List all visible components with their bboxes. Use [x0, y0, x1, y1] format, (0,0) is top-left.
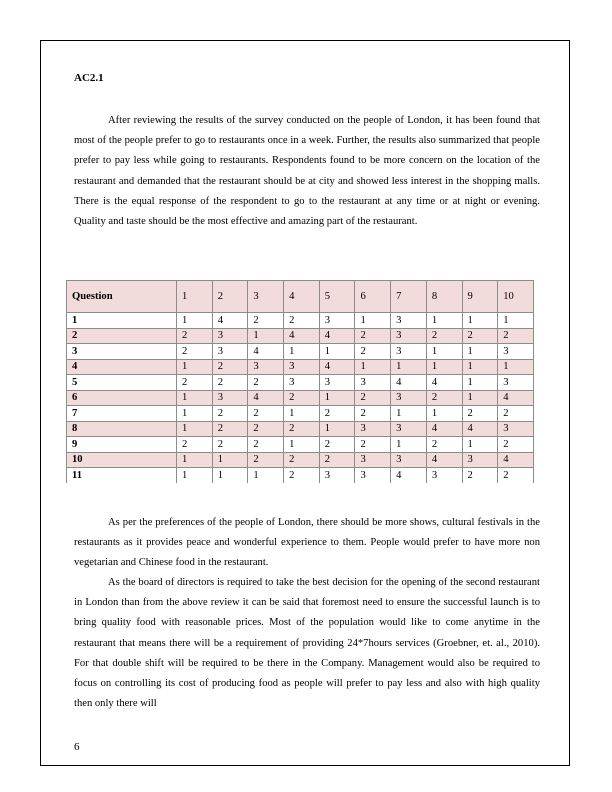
- response-cell: 1: [426, 406, 462, 422]
- table-row: [67, 359, 534, 375]
- response-cell: 1: [177, 359, 213, 375]
- question-number-cell: 11: [67, 468, 177, 483]
- response-cell: 2: [284, 313, 320, 329]
- response-cell: 1: [355, 359, 391, 375]
- response-cell: 2: [319, 406, 355, 422]
- response-cell: 2: [498, 468, 534, 483]
- response-cell: 1: [391, 359, 427, 375]
- question-number-cell: 5: [67, 375, 177, 391]
- response-cell: 2: [177, 344, 213, 360]
- response-cell: 1: [319, 344, 355, 360]
- response-cell: 3: [391, 313, 427, 329]
- response-cell: 2: [426, 390, 462, 406]
- table-row: [67, 468, 534, 483]
- response-cell: 2: [498, 328, 534, 344]
- response-cell: 2: [462, 328, 498, 344]
- table-row: [67, 344, 534, 360]
- response-cell: 1: [462, 313, 498, 329]
- response-cell: 3: [391, 328, 427, 344]
- response-cell: 3: [426, 468, 462, 483]
- response-cell: 3: [355, 452, 391, 468]
- header-question: Question: [67, 281, 177, 313]
- response-cell: 1: [462, 375, 498, 391]
- question-number-cell: 1: [67, 313, 177, 329]
- page-number: 6: [74, 741, 80, 753]
- response-cell: 4: [248, 390, 284, 406]
- table-row: [67, 421, 534, 437]
- response-cell: 2: [498, 406, 534, 422]
- header-col: 2: [212, 281, 248, 313]
- response-cell: 4: [498, 452, 534, 468]
- response-cell: 3: [498, 421, 534, 437]
- response-cell: 3: [319, 468, 355, 483]
- preferences-paragraph: As per the preferences of the people of London, there should be more shows, cultural festivals in the restaurants as it provides peace and wonderful experience to them. People would prefer to have more non vegetarian and Chinese food in the restaurant.: [74, 517, 540, 569]
- response-cell: 2: [212, 359, 248, 375]
- response-cell: 1: [426, 313, 462, 329]
- header-col: 9: [462, 281, 498, 313]
- table-header-row: [67, 281, 534, 313]
- response-cell: 1: [177, 468, 213, 483]
- table-row: [67, 406, 534, 422]
- question-number-cell: 4: [67, 359, 177, 375]
- question-number-cell: 6: [67, 390, 177, 406]
- response-cell: 4: [319, 359, 355, 375]
- response-cell: 1: [391, 437, 427, 453]
- header-col: 1: [177, 281, 213, 313]
- response-cell: 4: [498, 390, 534, 406]
- response-cell: 3: [391, 421, 427, 437]
- header-col: 6: [355, 281, 391, 313]
- response-cell: 3: [462, 452, 498, 468]
- header-col: 4: [284, 281, 320, 313]
- response-cell: 2: [212, 406, 248, 422]
- response-cell: 2: [498, 437, 534, 453]
- response-cell: 4: [284, 328, 320, 344]
- response-cell: 4: [426, 452, 462, 468]
- response-cell: 4: [462, 421, 498, 437]
- response-cell: 2: [248, 313, 284, 329]
- response-cell: 2: [212, 421, 248, 437]
- table-row: [67, 390, 534, 406]
- response-cell: 3: [391, 390, 427, 406]
- survey-table: [66, 280, 534, 483]
- section-heading: AC2.1: [74, 72, 104, 84]
- response-cell: 1: [177, 421, 213, 437]
- response-cell: 1: [177, 313, 213, 329]
- response-cell: 3: [319, 313, 355, 329]
- response-cell: 4: [319, 328, 355, 344]
- header-col: 5: [319, 281, 355, 313]
- response-cell: 2: [248, 421, 284, 437]
- response-cell: 1: [212, 468, 248, 483]
- response-cell: 2: [284, 468, 320, 483]
- response-cell: 3: [498, 344, 534, 360]
- question-number-cell: 2: [67, 328, 177, 344]
- response-cell: 2: [284, 421, 320, 437]
- response-cell: 2: [319, 452, 355, 468]
- response-cell: 1: [177, 452, 213, 468]
- response-cell: 2: [355, 344, 391, 360]
- response-cell: 2: [177, 437, 213, 453]
- response-cell: 1: [462, 359, 498, 375]
- response-cell: 4: [212, 313, 248, 329]
- response-cell: 2: [355, 328, 391, 344]
- response-cell: 1: [498, 359, 534, 375]
- table-row: [67, 375, 534, 391]
- header-col: 3: [248, 281, 284, 313]
- header-col: 10: [498, 281, 534, 313]
- response-cell: 1: [391, 406, 427, 422]
- question-number-cell: 3: [67, 344, 177, 360]
- question-number-cell: 8: [67, 421, 177, 437]
- response-cell: 2: [426, 328, 462, 344]
- response-cell: 2: [284, 390, 320, 406]
- question-number-cell: 10: [67, 452, 177, 468]
- question-number-cell: 7: [67, 406, 177, 422]
- response-cell: 2: [319, 437, 355, 453]
- response-cell: 3: [284, 375, 320, 391]
- response-cell: 3: [391, 344, 427, 360]
- response-cell: 3: [498, 375, 534, 391]
- response-cell: 3: [212, 344, 248, 360]
- response-cell: 2: [355, 406, 391, 422]
- response-cell: 1: [284, 437, 320, 453]
- response-cell: 1: [319, 390, 355, 406]
- response-cell: 2: [212, 437, 248, 453]
- response-cell: 2: [355, 437, 391, 453]
- response-cell: 3: [248, 359, 284, 375]
- board-decision-paragraph: As the board of directors is required to take the best decision for the opening of the second restaurant in London than from the above review it can be said that foremost need to ensure the successful launch is to bring quality food with reasonable prices. Most of the population would like to come anytime in the restaurant that means there will be a requirement of providing 24*7hours services (Groebner, et. al., 2010). For that double shift will be required to be there in the Company. Management would also be required to focus on controlling its cost of producing food as people will prefer to pay less and also with high quality then only there will: [74, 577, 540, 710]
- table-row: [67, 328, 534, 344]
- response-cell: 2: [248, 437, 284, 453]
- response-cell: 2: [248, 375, 284, 391]
- response-cell: 1: [355, 313, 391, 329]
- response-cell: 3: [355, 468, 391, 483]
- header-col: 7: [391, 281, 427, 313]
- response-cell: 2: [248, 452, 284, 468]
- response-cell: 1: [212, 452, 248, 468]
- response-cell: 1: [284, 344, 320, 360]
- response-cell: 1: [284, 406, 320, 422]
- response-cell: 3: [355, 375, 391, 391]
- response-cell: 1: [426, 359, 462, 375]
- response-cell: 1: [462, 437, 498, 453]
- response-cell: 2: [212, 375, 248, 391]
- response-cell: 2: [355, 390, 391, 406]
- response-cell: 2: [177, 328, 213, 344]
- response-cell: 3: [212, 390, 248, 406]
- response-cell: 1: [426, 344, 462, 360]
- response-cell: 2: [462, 406, 498, 422]
- response-cell: 3: [319, 375, 355, 391]
- response-cell: 1: [462, 344, 498, 360]
- table-body: [67, 313, 534, 483]
- response-cell: 1: [177, 406, 213, 422]
- table-row: [67, 313, 534, 329]
- response-cell: 2: [426, 437, 462, 453]
- response-cell: 1: [248, 468, 284, 483]
- response-cell: 3: [355, 421, 391, 437]
- response-cell: 4: [248, 344, 284, 360]
- response-cell: 4: [391, 375, 427, 391]
- response-cell: 4: [391, 468, 427, 483]
- response-cell: 1: [319, 421, 355, 437]
- response-cell: 2: [248, 406, 284, 422]
- response-cell: 2: [284, 452, 320, 468]
- table-row: [67, 452, 534, 468]
- response-cell: 1: [248, 328, 284, 344]
- response-cell: 2: [177, 375, 213, 391]
- response-cell: 3: [391, 452, 427, 468]
- response-cell: 2: [462, 468, 498, 483]
- response-cell: 1: [462, 390, 498, 406]
- intro-paragraph: After reviewing the results of the survey conducted on the people of London, it has been found that most of the people prefer to go to restaurants once in a week. Further, the results also summarized that people prefer to pay less while going to restaurants. Respondents found to be more concern on the location of the restaurant and demanded that the restaurant should be at city and showed less interest in the shopping malls. There is the equal response of the respondent to go to the restaurant at any time or at night or evening. Quality and taste should be the most effective and amazing part of the restaurant.: [74, 115, 540, 228]
- response-cell: 3: [284, 359, 320, 375]
- question-number-cell: 9: [67, 437, 177, 453]
- response-cell: 4: [426, 375, 462, 391]
- table-row: [67, 437, 534, 453]
- header-col: 8: [426, 281, 462, 313]
- response-cell: 1: [177, 390, 213, 406]
- response-cell: 1: [498, 313, 534, 329]
- response-cell: 3: [212, 328, 248, 344]
- response-cell: 4: [426, 421, 462, 437]
